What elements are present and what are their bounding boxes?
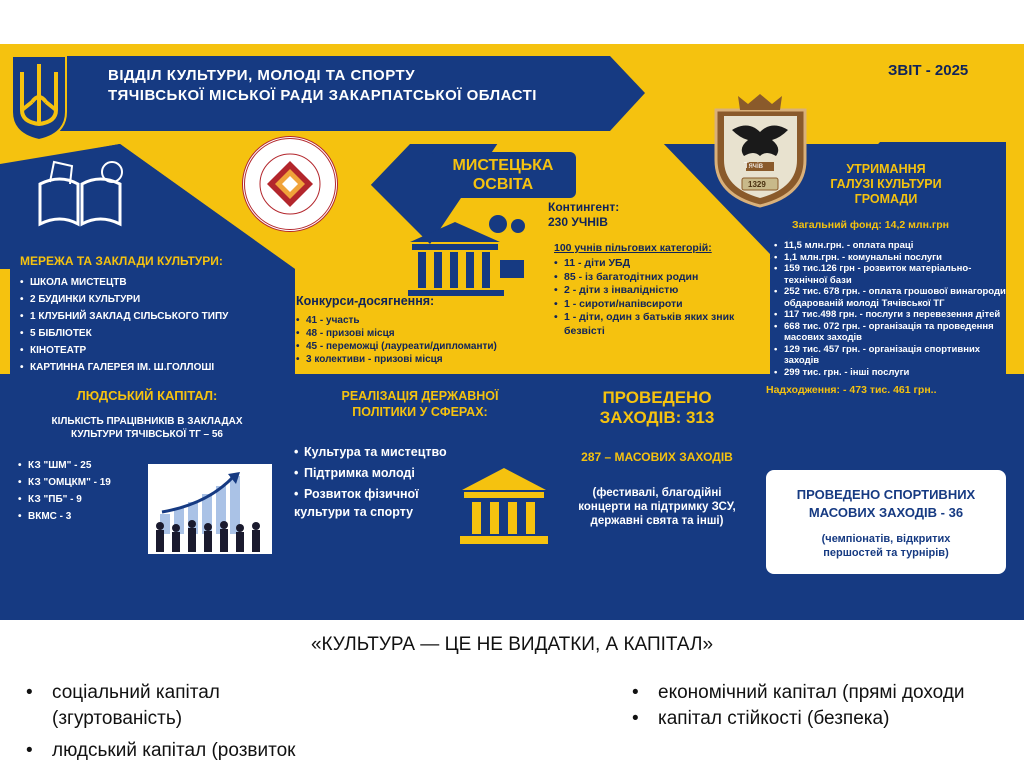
policy-title-line1: РЕАЛІЗАЦІЯ ДЕРЖАВНОЇ (341, 389, 499, 403)
list-item: • ШКОЛА МИСТЕЦТВ (20, 274, 280, 291)
bullets-right (628, 680, 1024, 732)
list-item: • 252 тис. 678 грн. - оплата грошової винагороди обдарованій молоді Тячівської ТГ (774, 286, 1006, 309)
bullet-icon: • (26, 682, 33, 703)
list-item: • КЗ "ОМЦКМ" - 19 (18, 474, 282, 491)
human-capital-title: ЛЮДСЬКИЙ КАПІТАЛ: (76, 388, 218, 403)
list-item: • 668 тис. 072 грн. - організація та проведення масових заходів (774, 321, 1006, 344)
sport-title (766, 486, 1006, 522)
contingent-value: 230 УЧНІВ (548, 215, 608, 229)
list-item (22, 738, 582, 764)
list-item: • 1 - діти, один з батьків яких зник безвісті (554, 311, 764, 338)
slide-caption: «КУЛЬТУРА — ЦЕ НЕ ВИДАТКИ, А КАПІТАЛ» (310, 634, 714, 655)
department-seal (242, 136, 338, 232)
policy-last-line: культури та спорту (294, 505, 414, 519)
bullet-icon: • (26, 740, 33, 761)
network-list (20, 274, 280, 376)
sport-title-line2: МАСОВИХ ЗАХОДІВ - 36 (808, 505, 964, 520)
bullets-left (22, 680, 582, 764)
network-panel (20, 254, 280, 376)
list-item: • 45 - переможці (лауреати/дипломанти) (296, 340, 556, 353)
theatre-film-icon (400, 212, 530, 300)
contests-panel (296, 294, 556, 366)
list-item (628, 680, 1024, 706)
list-item: • КАРТИННА ГАЛЕРЕЯ ІМ. Ш.ГОЛЛОШІ (20, 359, 280, 376)
sport-panel (766, 470, 1006, 574)
bullet-text: людський капітал (розвиток (52, 740, 296, 761)
list-item: • 129 тис. 457 грн. - організація спортивних заходів (774, 344, 1006, 367)
art-education-title-line1: МИСТЕЦЬКА (452, 157, 554, 174)
human-capital-subtitle (12, 415, 282, 441)
events-title (552, 388, 762, 428)
funding-title-line1: УТРИМАННЯ (846, 162, 926, 176)
mass-events: 287 – МАСОВИХ ЗАХОДІВ (581, 450, 733, 464)
policy-title (290, 388, 550, 420)
bullet-text: економічний капітал (прямі доходи (658, 682, 965, 703)
list-item: • Розвиток фізичної (294, 484, 550, 505)
benefits-panel (554, 242, 764, 338)
list-item: • КЗ "ШМ" - 25 (18, 457, 282, 474)
report-infographic (0, 44, 1024, 620)
events-details-line2: концерти на підтримку ЗСУ, (578, 501, 736, 513)
contingent (548, 200, 619, 230)
benefits-title: 100 учнів пільгових категорій: (554, 242, 712, 254)
team-growth-icon (148, 464, 272, 554)
human-capital-subtitle-line2: КУЛЬТУРИ ТЯЧІВСЬКОЇ ТГ – 56 (70, 429, 223, 440)
list-item: • КЗ "ПБ" - 9 (18, 491, 282, 508)
list-item: • КІНОТЕАТР (20, 342, 280, 359)
list-item: • 2 - діти з інвалідністю (554, 284, 764, 298)
bullet-icon: • (632, 682, 639, 703)
bullet-text: (згуртованість) (52, 708, 183, 729)
list-item (22, 680, 582, 706)
network-title: МЕРЕЖА ТА ЗАКЛАДИ КУЛЬТУРИ: (20, 254, 223, 268)
events-panel (552, 374, 762, 544)
header-title (108, 66, 537, 106)
bullet-text: соціальний капітал (52, 682, 220, 703)
list-item: • 1,1 млн.грн. - комунальні послуги (774, 252, 1006, 264)
list-item: • 2 БУДИНКИ КУЛЬТУРИ (20, 291, 280, 308)
book-masks-icon (30, 154, 130, 234)
funding-list (774, 240, 1006, 378)
sport-details-line2: першостей та турнірів) (823, 547, 949, 559)
list-item: • 85 - із багатодітних родин (554, 271, 764, 285)
list-item: • Підтримка молоді (294, 463, 550, 484)
list-item: • Культура та мистецтво (294, 442, 550, 463)
income: Надходження: - 473 тис. 461 грн.. (766, 384, 937, 396)
contests-title: Конкурси-досягнення: (296, 294, 435, 308)
emblem-year: 1329 (748, 180, 766, 189)
funding-title-line2: ГАЛУЗІ КУЛЬТУРИ (830, 177, 942, 191)
benefits-list (554, 257, 764, 338)
seal-ornament-icon (245, 139, 335, 229)
bullet-icon: • (632, 708, 639, 729)
sport-title-line1: ПРОВЕДЕНО СПОРТИВНИХ (796, 487, 976, 502)
list-item: • 117 тис.498 грн. - послуги з перевезення дітей (774, 309, 1006, 321)
sport-details (766, 532, 1006, 560)
general-fund: Загальний фонд: 14,2 млн.грн (792, 219, 949, 231)
bullet-text: капітал стійкості (безпека) (658, 708, 890, 729)
list-item (628, 706, 1024, 732)
events-title-line1: ПРОВЕДЕНО (602, 388, 712, 407)
list-item: • 5 БІБЛІОТЕК (20, 325, 280, 342)
contingent-label: Контингент: (548, 200, 620, 214)
events-details-line3: державні свята та інші) (590, 515, 724, 527)
list-item: • 299 тис. грн. - інші послуги (774, 367, 1006, 379)
list-item: • 3 колективи - призові місця (296, 353, 556, 366)
human-capital-subtitle-line1: КІЛЬКІСТЬ ПРАЦІВНИКІВ В ЗАКЛАДАХ (51, 416, 243, 427)
list-item: • 41 - участь (296, 314, 556, 327)
list-item: • ВКМС - 3 (18, 508, 282, 525)
list-item: • 11,5 млн.грн. - оплата праці (774, 240, 1006, 252)
contests-list (296, 314, 556, 366)
museum-icon (458, 464, 550, 548)
events-details (552, 486, 762, 528)
header-title-line1: ВІДДІЛ КУЛЬТУРИ, МОЛОДІ ТА СПОРТУ (108, 67, 416, 84)
emblem-city-name: Тячів (744, 161, 763, 170)
art-education-title (430, 152, 576, 198)
funding-panel (766, 144, 1006, 464)
funding-title-line3: ГРОМАДИ (854, 192, 918, 206)
events-title-line2: ЗАХОДІВ: 313 (599, 408, 715, 427)
report-year: ЗВІТ - 2025 (888, 62, 969, 79)
art-education-title-line2: ОСВІТА (472, 176, 534, 193)
list-item: • 11 - діти УБД (554, 257, 764, 271)
sport-details-line1: (чемпіонатів, відкритих (821, 533, 951, 545)
trident-icon (8, 52, 70, 142)
list-item (22, 706, 582, 732)
list-item: • 1 КЛУБНИЙ ЗАКЛАД СІЛЬСЬКОГО ТИПУ (20, 308, 280, 325)
funding-title (766, 162, 1006, 207)
list-item: • 48 - призові місця (296, 327, 556, 340)
list-item: • 1 - сироти/напівсироти (554, 298, 764, 312)
policy-title-line2: ПОЛІТИКИ У СФЕРАХ: (352, 405, 488, 419)
events-details-line1: (фестивалі, благодійні (592, 487, 722, 499)
header-title-line2: ТЯЧІВСЬКОЇ МІСЬКОЇ РАДИ ЗАКАРПАТСЬКОЇ ОБЛАСТІ (108, 87, 537, 104)
list-item: • 159 тис.126 грн - розвиток матеріально-технічної бази (774, 263, 1006, 286)
